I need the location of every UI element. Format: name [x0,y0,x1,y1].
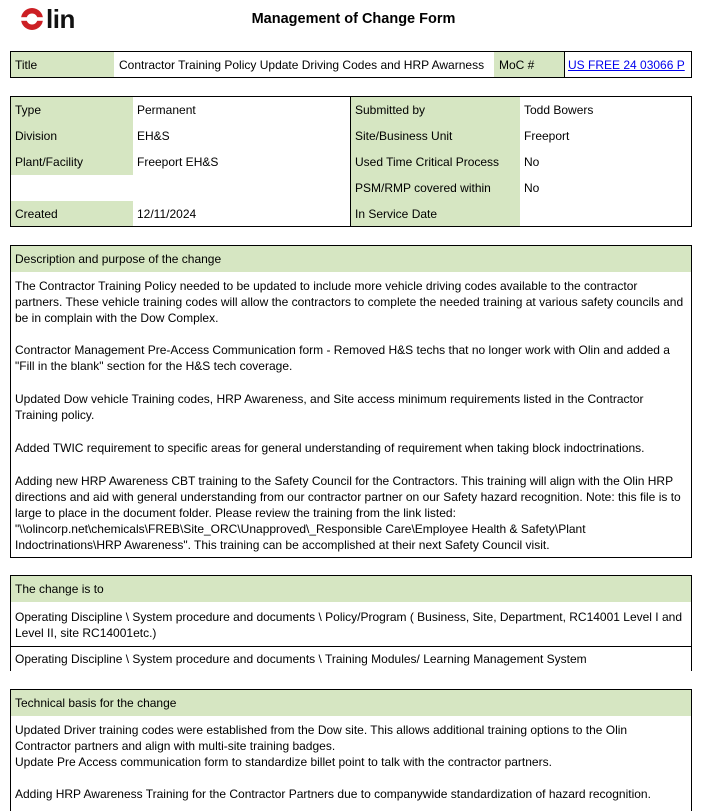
plant-facility-label: Plant/Facility [11,149,133,175]
type-value: Permanent [137,103,196,117]
in-service-date-value [520,201,691,226]
moc-number-cell [564,52,691,77]
submitted-by-value: Todd Bowers [524,103,594,117]
technical-line: Update Pre Access communication form to standardize billet point to talk with the contractor partners. [15,755,552,769]
type-label: Type [11,97,133,123]
created-value: 12/11/2024 [137,206,197,221]
description-paragraph: The Contractor Training Policy needed to be updated to include more vehicle driving codes available to the contractor partners. These vehicle training codes will allow the contractors to complete the needed training at various safety councils and be in complain with the Dow Complex. [15,279,684,325]
psm-rmp-label: PSM/RMP covered within [351,175,520,201]
time-critical-label: Used Time Critical Process [351,149,520,175]
info-row [11,149,691,175]
info-row [11,175,691,201]
info-table [10,96,692,227]
moc-label: MoC # [494,52,564,77]
title-row [10,51,692,78]
description-heading: Description and purpose of the change [11,246,691,272]
change-item-divider [11,646,691,647]
technical-basis-section [10,689,692,811]
technical-basis-heading: Technical basis for the change [11,690,691,716]
moc-number-link[interactable]: US FREE 24 03066 P [568,57,685,72]
time-critical-value: No [524,155,540,169]
logo-text: lin [46,4,75,34]
empty-label [11,175,133,201]
in-service-date-label: In Service Date [351,201,520,226]
change-is-to-heading: The change is to [11,576,691,602]
change-item: Operating Discipline \ System procedure and documents \ Policy/Program ( Business, Site, Department, RC14001 Level I and Level II, site RC14001etc.) [15,610,682,640]
description-paragraph: Added TWIC requirement to specific areas for general understanding of requirement when taking block indoctrinations. [15,441,645,455]
description-section [10,245,692,558]
site-business-unit-label: Site/Business Unit [351,123,520,149]
technical-line: Adding HRP Awareness Training for the Contractor Partners due to companywide standardization of hazard recognition. [15,787,651,801]
title-value: Contractor Training Policy Update Driving Codes and HRP Awarness [114,52,494,77]
form-title: Management of Change Form [251,11,456,27]
info-row [11,97,691,123]
info-row [11,201,691,226]
site-business-unit-value: Freeport [524,129,570,143]
description-paragraph: Updated Dow vehicle Training codes, HRP Awareness, and Site access minimum requirements listed in the Contractor Training policy. [15,392,644,422]
plant-facility-value: Freeport EH&S [137,155,219,169]
change-item: Operating Discipline \ System procedure and documents \ Training Modules/ Learning Management System [15,652,587,666]
technical-line: Updated Driver training codes were established from the Dow site. This allows additional training options to the Olin Contractor partners and align with multi-site training badges. [15,723,628,753]
title-label: Title [11,52,114,77]
psm-rmp-value: No [524,181,540,195]
submitted-by-label: Submitted by [351,97,520,123]
description-paragraph: Adding new HRP Awareness CBT training to the Safety Council for the Contractors. This training will align with the Olin HRP directions and aid with general understanding from our contractor partner on our Safety hazard recognition. Note: this file is to large to place in the document folder. Please review the training from the link listed: "\\olincorp.net\chemicals\FREB\Site_ORC\Unapproved\_Responsible Care\Employee Health & Safety\Plant Indoctrinations\HRP Awareness". This training can be accomplished at their next Safety Council visit. [15,474,681,552]
empty-value [133,175,350,201]
division-label: Division [11,123,133,149]
change-is-to-section [10,575,692,671]
info-row [11,123,691,149]
division-value: EH&S [137,129,170,143]
created-label: Created [11,201,133,226]
description-paragraph: Contractor Management Pre-Access Communication form - Removed H&S techs that no longer work with Olin and added a "Fill in the blank" section for the H&S tech coverage. [15,343,670,373]
